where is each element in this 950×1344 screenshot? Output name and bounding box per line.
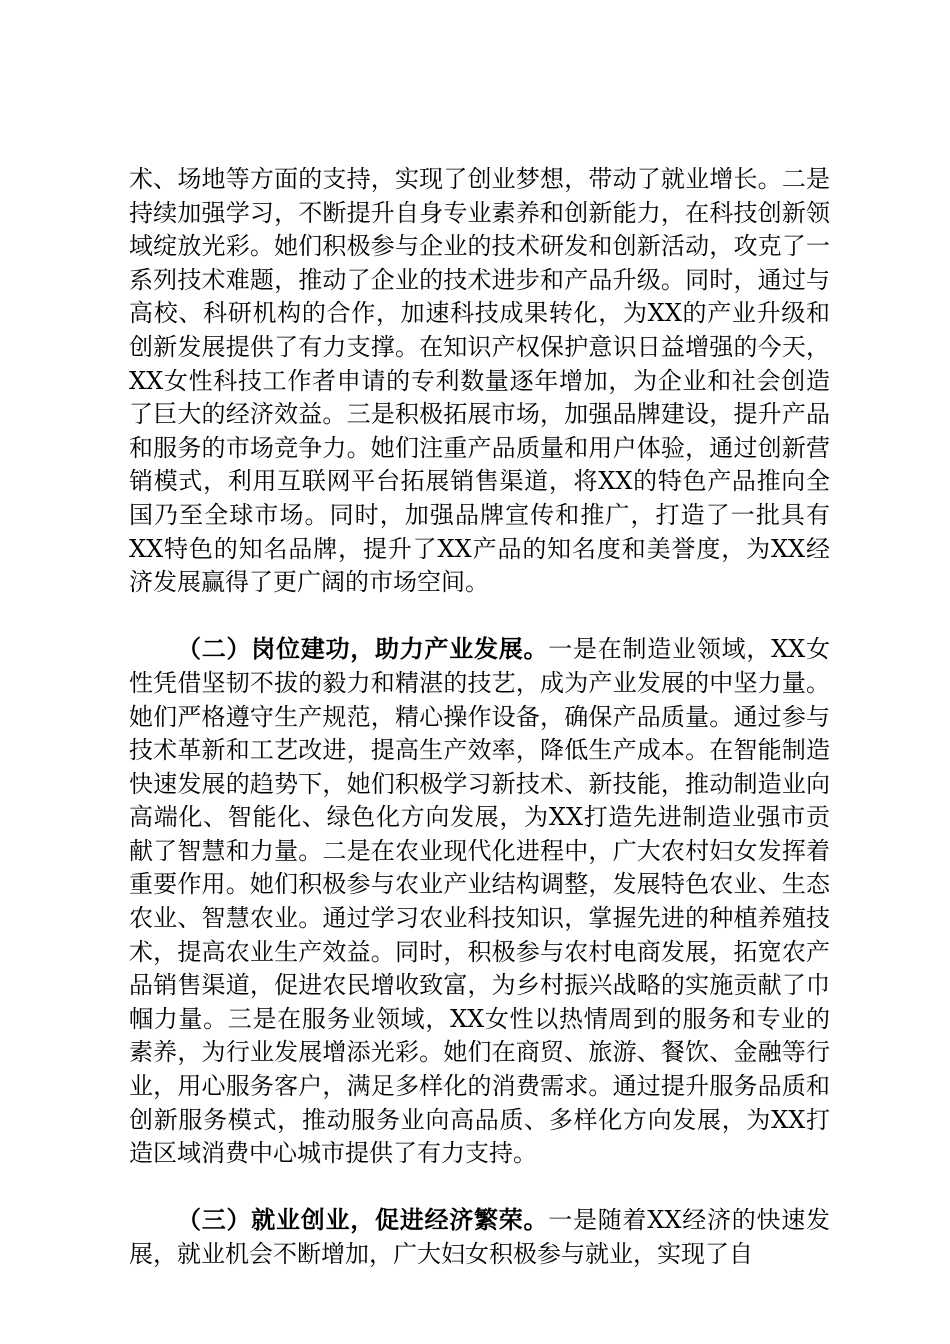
paragraph-spacer — [129, 600, 830, 634]
paragraph-continuation — [129, 163, 830, 600]
paragraph-2-text: 一是在制造业领域，XX女性凭借坚韧不拔的毅力和精湛的技艺，成为产业发展的中坚力量。她们严格遵守生产规范，精心操作设备，确保产品质量。通过参与技术革新和工艺改进，提高生产效率，降低生产成本。在智能制造快速发展的趋势下，她们积极学习新技术、新技能，推动制造业向高端化、智能化、绿色化方向发展，为XX打造先进制造业强市贡献了智慧和力量。二是在农业现代化进程中，广大农村妇女发挥着重要作用。她们积极参与农业产业结构调整，发展特色农业、生态农业、智慧农业。通过学习农业科技知识，掌握先进的种植养殖技术，提高农业生产效益。同时，积极参与农村电商发展，拓宽农产品销售渠道，促进农民增收致富，为乡村振兴战略的实施贡献了巾帼力量。三是在服务业领域，XX女性以热情周到的服务和专业的素养，为行业发展增添光彩。她们在商贸、旅游、餐饮、金融等行业，用心服务客户，满足多样化的消费需求。通过提升服务品质和创新服务模式，推动服务业向高品质、多样化方向发展，为XX打造区域消费中心城市提供了有力支持。 — [129, 635, 830, 1168]
section-heading-3: （三）就业创业，促进经济繁荣。 — [177, 1206, 549, 1235]
section-heading-2: （二）岗位建功，助力产业发展。 — [177, 635, 549, 664]
paragraph-spacer — [129, 1171, 830, 1205]
paragraph-3-text: 一是随着XX经济的快速发展，就业机会不断增加，广大妇女积极参与就业，实现了自 — [129, 1206, 830, 1268]
paragraph-1-text: 术、场地等方面的支持，实现了创业梦想，带动了就业增长。二是持续加强学习，不断提升自身专业素养和创新能力，在科技创新领域绽放光彩。她们积极参与企业的技术研发和创新活动，攻克了一系列技术难题，推动了企业的技术进步和产品升级。同时，通过与高校、科研机构的合作，加速科技成果转化，为XX的产业升级和创新发展提供了有力支撑。在知识产权保护意识日益增强的今天，XX女性科技工作者申请的专利数量逐年增加，为企业和社会创造了巨大的经济效益。三是积极拓展市场，加强品牌建设，提升产品和服务的市场竞争力。她们注重产品质量和用户体验，通过创新营销模式，利用互联网平台拓展销售渠道，将XX的特色产品推向全国乃至全球市场。同时，加强品牌宣传和推广，打造了一批具有XX特色的知名品牌，提升了XX产品的知名度和美誉度，为XX经济发展赢得了更广阔的市场空间。 — [129, 165, 830, 597]
section-paragraph-2 — [129, 633, 830, 1171]
document-body — [129, 163, 830, 1272]
section-paragraph-3 — [129, 1204, 830, 1271]
